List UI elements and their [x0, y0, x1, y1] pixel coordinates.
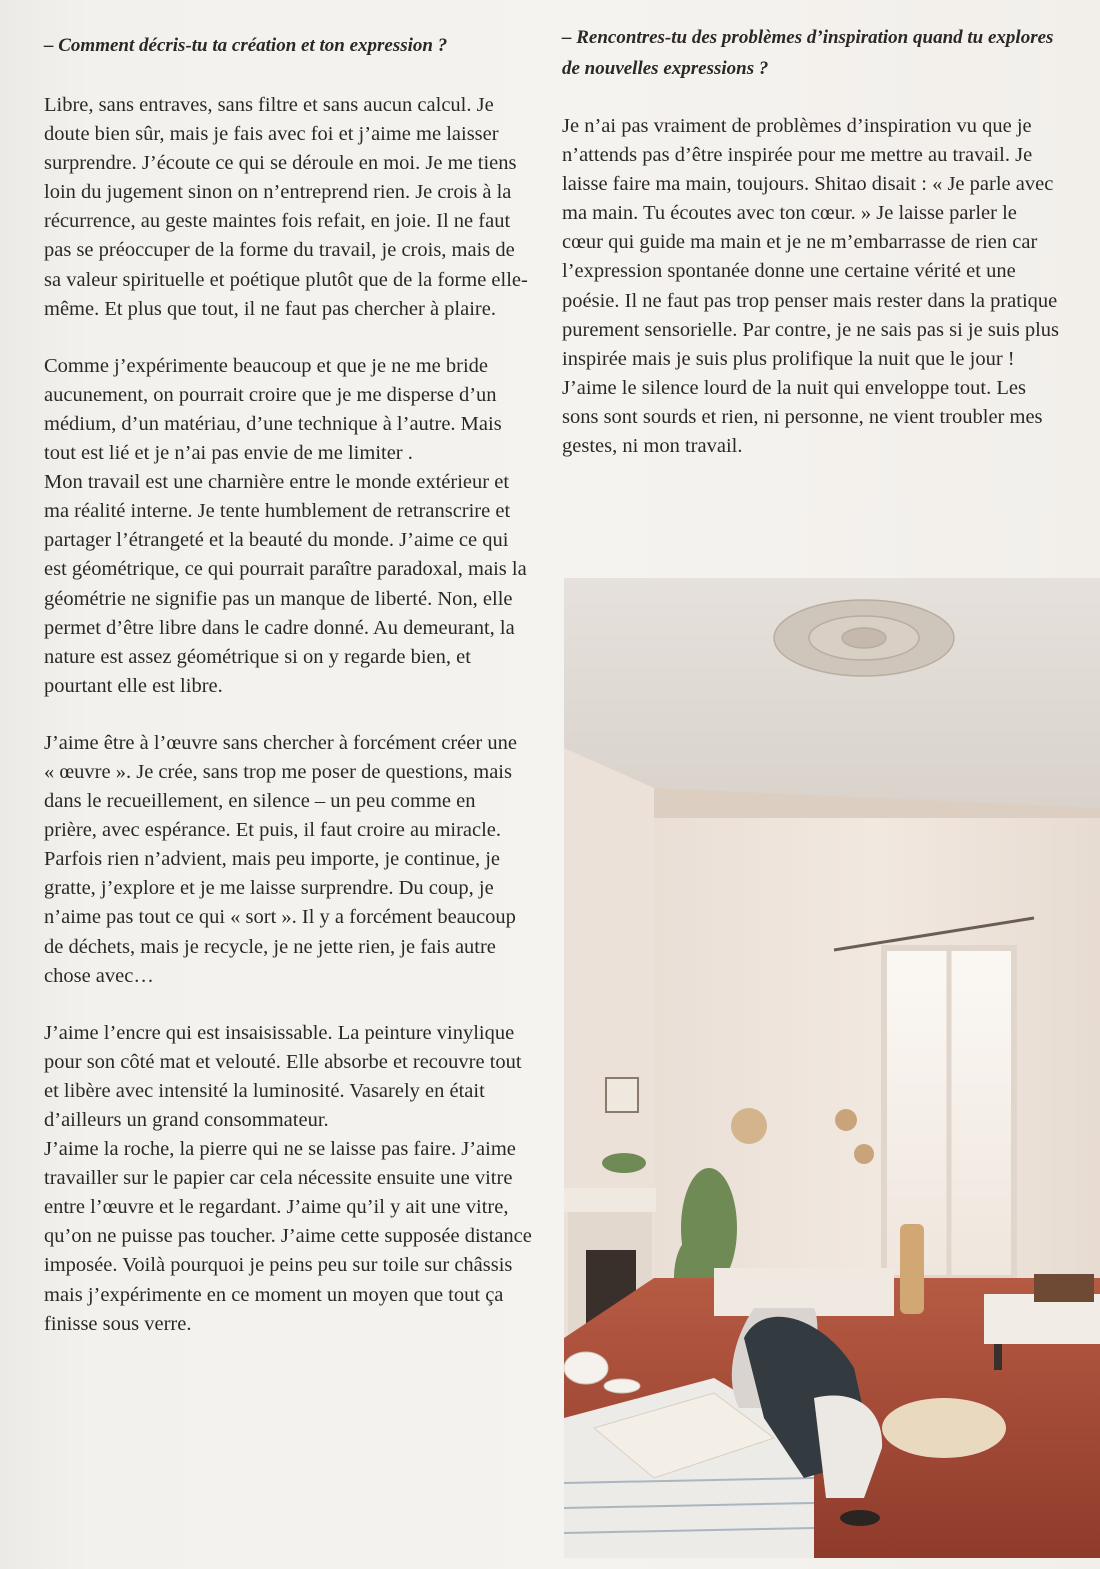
left-paragraph-1: Libre, sans entraves, sans filtre et sans aucun calcul. Je doute bien sûr, mais je fais avec foi et j’aime me laisser surprendre. J’écoute ce qui se déroule en moi. Je me tiens loin du jugement sinon on n’entreprend rien. Je crois à la récurrence, au geste maintes fois refait, en joie. Il ne faut pas se préoccuper de la forme du travail, je crois, mais de sa valeur spirituelle et poétique plutôt que de la forme elle-même. Et plus que tout, il ne faut pas chercher à plaire. [44, 94, 528, 320]
wall-basket [854, 1144, 874, 1164]
left-paragraph-2: Comme j’expérimente beaucoup et que je ne me bride aucunement, on pourrait croire que je me disperse d’un médium, d’un matériau, d’une technique à l’autre. Mais tout est lié et je n’ai pas envie de me limiter . [44, 354, 502, 465]
paragraph-gap [44, 701, 532, 729]
studio-photo [564, 578, 1100, 1558]
right-paragraph-1: Je n’ai pas vraiment de problèmes d’inspiration vu que je n’attends pas d’être inspirée pour me mettre au travail. Je laisse faire ma main, toujours. Shitao disait : « Je parle avec ma main. Tu écoutes avec ton cœur. » Je laisse parler le cœur qui guide ma main et je ne m’embarrasse de rien car l’expression spontanée donne une certaine vérité et une poésie. Il ne faut pas trop penser mais rester dans la pratique purement sensorielle. Par contre, je ne sais pas si je suis plus inspirée mais je suis plus prolifique la nuit que le jour ! J’aime le silence lourd de la nuit qui enveloppe tout. Les sons sont sourds et rien, ni personne, ne vient troubler mes gestes, ni mon travail. [562, 115, 1060, 458]
left-column [44, 30, 532, 1339]
pouf [882, 1398, 1006, 1458]
wall-basket [835, 1109, 857, 1131]
left-paragraph-3: Mon travail est une charnière entre le monde extérieur et ma réalité interne. Je tente humblement de retranscrire et partager l’étrangeté et la beauté du monde. J’aime ce qui est géométrique, ce qui pourrait paraître paradoxal, mais la géométrie ne signifie pas un manque de liberté. Non, elle permet d’être libre dans le cadre donné. Au demeurant, la nature est assez géométrique si on y regarde bien, et pourtant elle est libre. [44, 471, 527, 697]
left-question: – Comment décris-tu ta création et ton expression ? [44, 35, 448, 56]
right-question: – Rencontres-tu des problèmes d’inspiration quand tu explores de nouvelles expressions ? [562, 27, 1054, 79]
floor-lamp [900, 1224, 924, 1314]
right-column [562, 22, 1062, 461]
wall-basket [731, 1108, 767, 1144]
left-paragraph-6: J’aime la roche, la pierre qui ne se laisse pas faire. J’aime travailler sur le papier car cela nécessite ensuite une vitre entre l’œuvre et le regardant. J’aime qu’il y ait une vitre, qu’on ne puisse pas toucher. J’aime cette supposée distance imposée. Voilà pourquoi je peins peu sur toile sur châssis mais j’expérimente en ce moment un moyen que tout ça finisse sous verre. [44, 1138, 532, 1335]
ceiling-rosette [774, 600, 954, 676]
paragraph-gap [44, 991, 532, 1019]
paragraph-gap [44, 324, 532, 352]
left-paragraph-4: J’aime être à l’œuvre sans chercher à forcément créer une « œuvre ». Je crée, sans trop me poser de questions, mais dans le recueillement, en silence – un peu comme en prière, avec espérance. Et puis, il faut croire au miracle. Parfois rien n’advient, mais peu importe, je continue, je gratte, j’explore et je me laisse surprendre. Du coup, je n’aime pas tout ce qui « sort ». Il y a forcément beaucoup de déchets, mais je recycle, je ne jette rien, je fais autre chose avec… [44, 731, 517, 987]
left-paragraph-5: J’aime l’encre qui est insaisissable. La peinture vinylique pour son côté mat et velouté. Elle absorbe et recouvre tout et libère avec intensité la luminosité. Vasarely en était d’ailleurs un grand consommateur. [44, 1021, 522, 1131]
small-frame [606, 1078, 638, 1112]
